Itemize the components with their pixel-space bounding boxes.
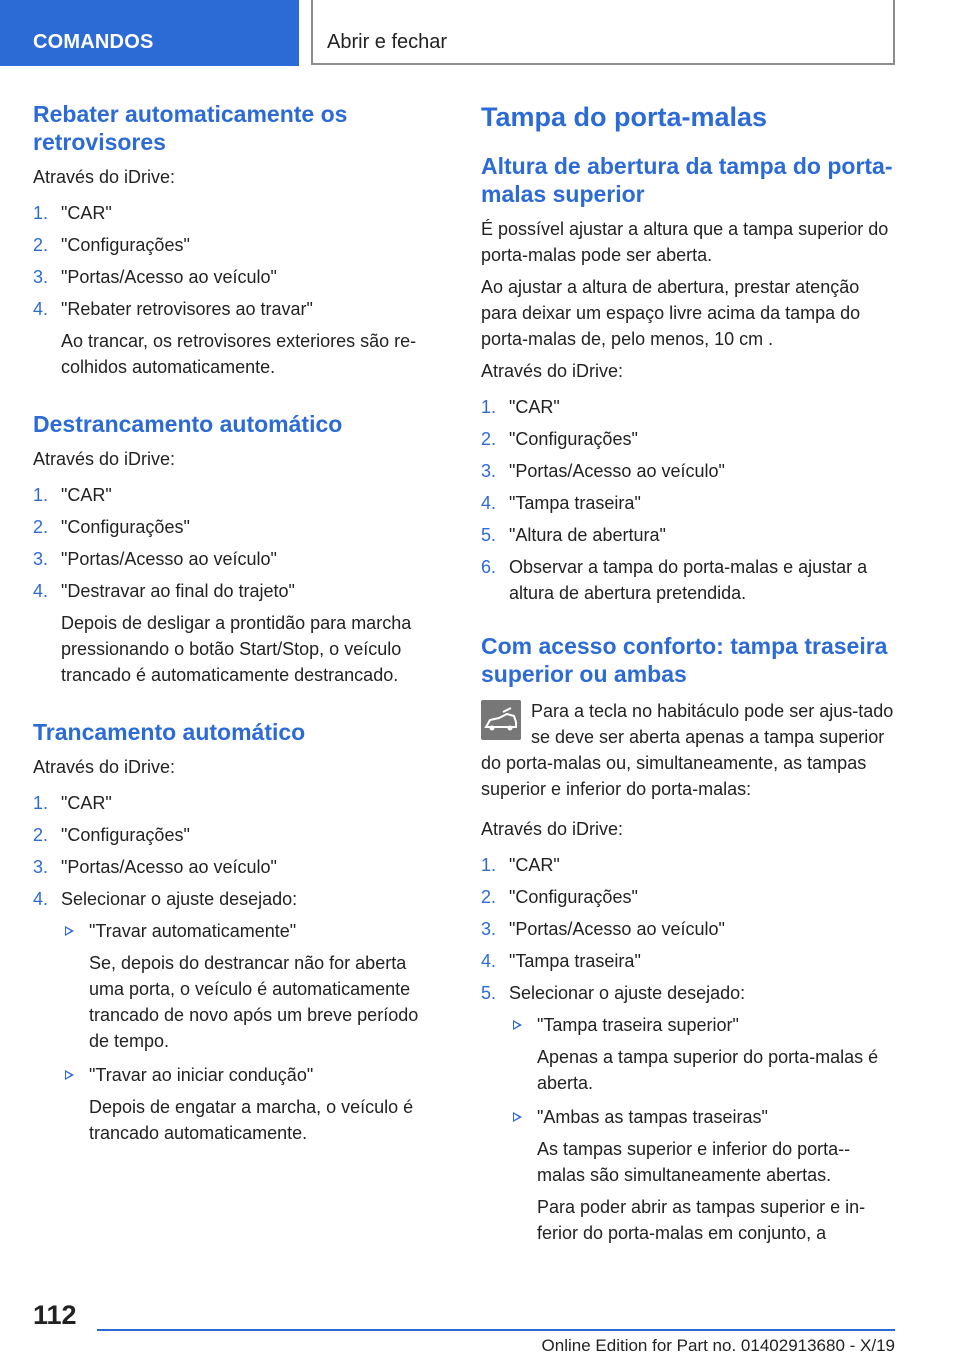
- list-item: 1. "CAR": [481, 397, 560, 417]
- heading-altura-abertura: Altura de abertura da tampa do porta-malas superior: [481, 153, 893, 207]
- list-item: 3. "Portas/Acesso ao veículo": [481, 461, 725, 481]
- intro-text: Através do iDrive:: [33, 167, 176, 187]
- header-section-tab: [0, 0, 299, 66]
- option-list: [61, 918, 443, 1146]
- option-item: "Ambas as tampas traseiras" As tampas superior e inferior do porta--malas são simultaneamente abertas. Para poder abrir as tampas superior e in-ferior do porta-malas em conjunto, a: [509, 1104, 895, 1246]
- list-item: 4. "Destravar ao final do trajeto" Depois de desligar a prontidão para marcha pressionando o botão Start/Stop, o veículo trancado é automaticamente destrancado.: [33, 578, 443, 688]
- step-list: [481, 852, 895, 1246]
- list-item: 2. "Configurações": [481, 429, 638, 449]
- option-item: "Travar ao iniciar condução" Depois de engatar a marcha, o veículo é trancado automaticamente.: [61, 1062, 443, 1146]
- icon-note: [481, 698, 895, 802]
- intro-text: Através do iDrive:: [33, 449, 176, 469]
- footer-edition: Online Edition for Part no. 01402913680 - X/19: [541, 1336, 895, 1355]
- header-chapter-label: Abrir e fechar: [327, 31, 448, 53]
- heading-trancamento: Trancamento automático: [33, 719, 306, 745]
- triangle-bullet-icon: [513, 1020, 522, 1030]
- option-description: Apenas a tampa superior do porta-malas é aberta.: [537, 1047, 879, 1093]
- list-item: 2. "Configurações": [33, 825, 190, 845]
- header-chapter-box: [311, 0, 895, 65]
- step-list: [33, 200, 443, 380]
- list-item: 1. "CAR": [33, 203, 112, 223]
- intro-text: Através do iDrive:: [481, 361, 624, 381]
- list-item: 5. Selecionar o ajuste desejado: "Tampa traseira superior" Apenas a tampa superior do porta-malas é aberta. "Ambas as tampas traseiras" As tampas superior e inferior do porta--malas são simultaneamente abertas. Para poder abrir as tampas superior e in-ferior do porta-malas em conjunto, a: [481, 980, 895, 1246]
- page-number: 112: [33, 1300, 77, 1330]
- paragraph: É possível ajustar a altura que a tampa superior do porta-malas pode ser aberta.: [481, 219, 889, 265]
- list-item: 5. "Altura de abertura": [481, 525, 666, 545]
- list-item: 2. "Configurações": [33, 235, 190, 255]
- list-item: 2. "Configurações": [33, 517, 190, 537]
- step-description: Depois de desligar a prontidão para marcha pressionando o botão Start/Stop, o veículo trancado é automaticamente destrancado.: [61, 613, 412, 685]
- step-list: [481, 394, 895, 606]
- triangle-bullet-icon: [65, 1070, 74, 1080]
- step-list: [33, 482, 443, 688]
- list-item: 4. Selecionar o ajuste desejado: "Travar automaticamente" Se, depois do destrancar não for aberta uma porta, o veículo é automaticamente trancado de novo após um breve período de tempo. "Travar ao iniciar condução" Depois de engatar a marcha, o veículo é trancado automaticamente.: [33, 886, 443, 1146]
- heading-tampa-porta-malas: Tampa do porta-malas: [481, 102, 768, 132]
- option-description: Para poder abrir as tampas superior e in-ferior do porta-malas em conjunto, a: [537, 1197, 866, 1243]
- list-item: 3. "Portas/Acesso ao veículo": [481, 919, 725, 939]
- list-item: 4. "Rebater retrovisores ao travar" Ao trancar, os retrovisores exteriores são re-colhidos automaticamente.: [33, 296, 443, 380]
- step-list: [33, 790, 443, 1146]
- icon-note-text: Para a tecla no habitáculo pode ser ajus-tado se deve ser aberta apenas a tampa superior do porta-malas ou, simultaneamente, as tampas superior e inferior do porta-malas:: [481, 701, 894, 799]
- intro-text: Através do iDrive:: [481, 819, 624, 839]
- list-item: 3. "Portas/Acesso ao veículo": [33, 549, 277, 569]
- option-item: "Travar automaticamente" Se, depois do destrancar não for aberta uma porta, o veículo é automaticamente trancado de novo após um breve período de tempo.: [61, 918, 443, 1054]
- heading-destrancamento: Destrancamento automático: [33, 411, 343, 437]
- list-item: 4. "Tampa traseira": [481, 951, 641, 971]
- option-description: Se, depois do destrancar não for aberta uma porta, o veículo é automaticamente trancado de novo após um breve período de tempo.: [89, 953, 419, 1051]
- list-item: 4. "Tampa traseira": [481, 493, 641, 513]
- triangle-bullet-icon: [65, 926, 74, 936]
- step-description: Ao trancar, os retrovisores exteriores são re-colhidos automaticamente.: [61, 331, 417, 377]
- heading-rebater-retrovisores: Rebater automaticamente os retrovisores: [33, 101, 348, 155]
- list-item: 1. "CAR": [33, 793, 112, 813]
- option-description: As tampas superior e inferior do porta--malas são simultaneamente abertas.: [537, 1139, 851, 1185]
- list-item: 6. Observar a tampa do porta-malas e ajustar a altura de abertura pretendida.: [481, 557, 868, 603]
- option-description: Depois de engatar a marcha, o veículo é trancado automaticamente.: [89, 1097, 414, 1143]
- car-trunk-icon: [481, 700, 521, 740]
- header-section-label: COMANDOS: [33, 31, 154, 53]
- option-list: [509, 1012, 895, 1246]
- list-item: 2. "Configurações": [481, 887, 638, 907]
- paragraph: Ao ajustar a altura de abertura, prestar atenção para deixar um espaço livre acima da tampa do porta-malas de, pelo menos, 10 cm .: [481, 277, 861, 349]
- triangle-bullet-icon: [513, 1112, 522, 1122]
- heading-acesso-conforto: Com acesso conforto: tampa traseira superior ou ambas: [481, 633, 888, 687]
- list-item: 3. "Portas/Acesso ao veículo": [33, 267, 277, 287]
- list-item: 1. "CAR": [481, 855, 560, 875]
- option-item: "Tampa traseira superior" Apenas a tampa superior do porta-malas é aberta.: [509, 1012, 895, 1096]
- footer-divider: [97, 1329, 895, 1331]
- list-item: 3. "Portas/Acesso ao veículo": [33, 857, 277, 877]
- intro-text: Através do iDrive:: [33, 757, 176, 777]
- right-column: [481, 100, 895, 1246]
- left-column: [33, 100, 443, 1146]
- list-item: 1. "CAR": [33, 485, 112, 505]
